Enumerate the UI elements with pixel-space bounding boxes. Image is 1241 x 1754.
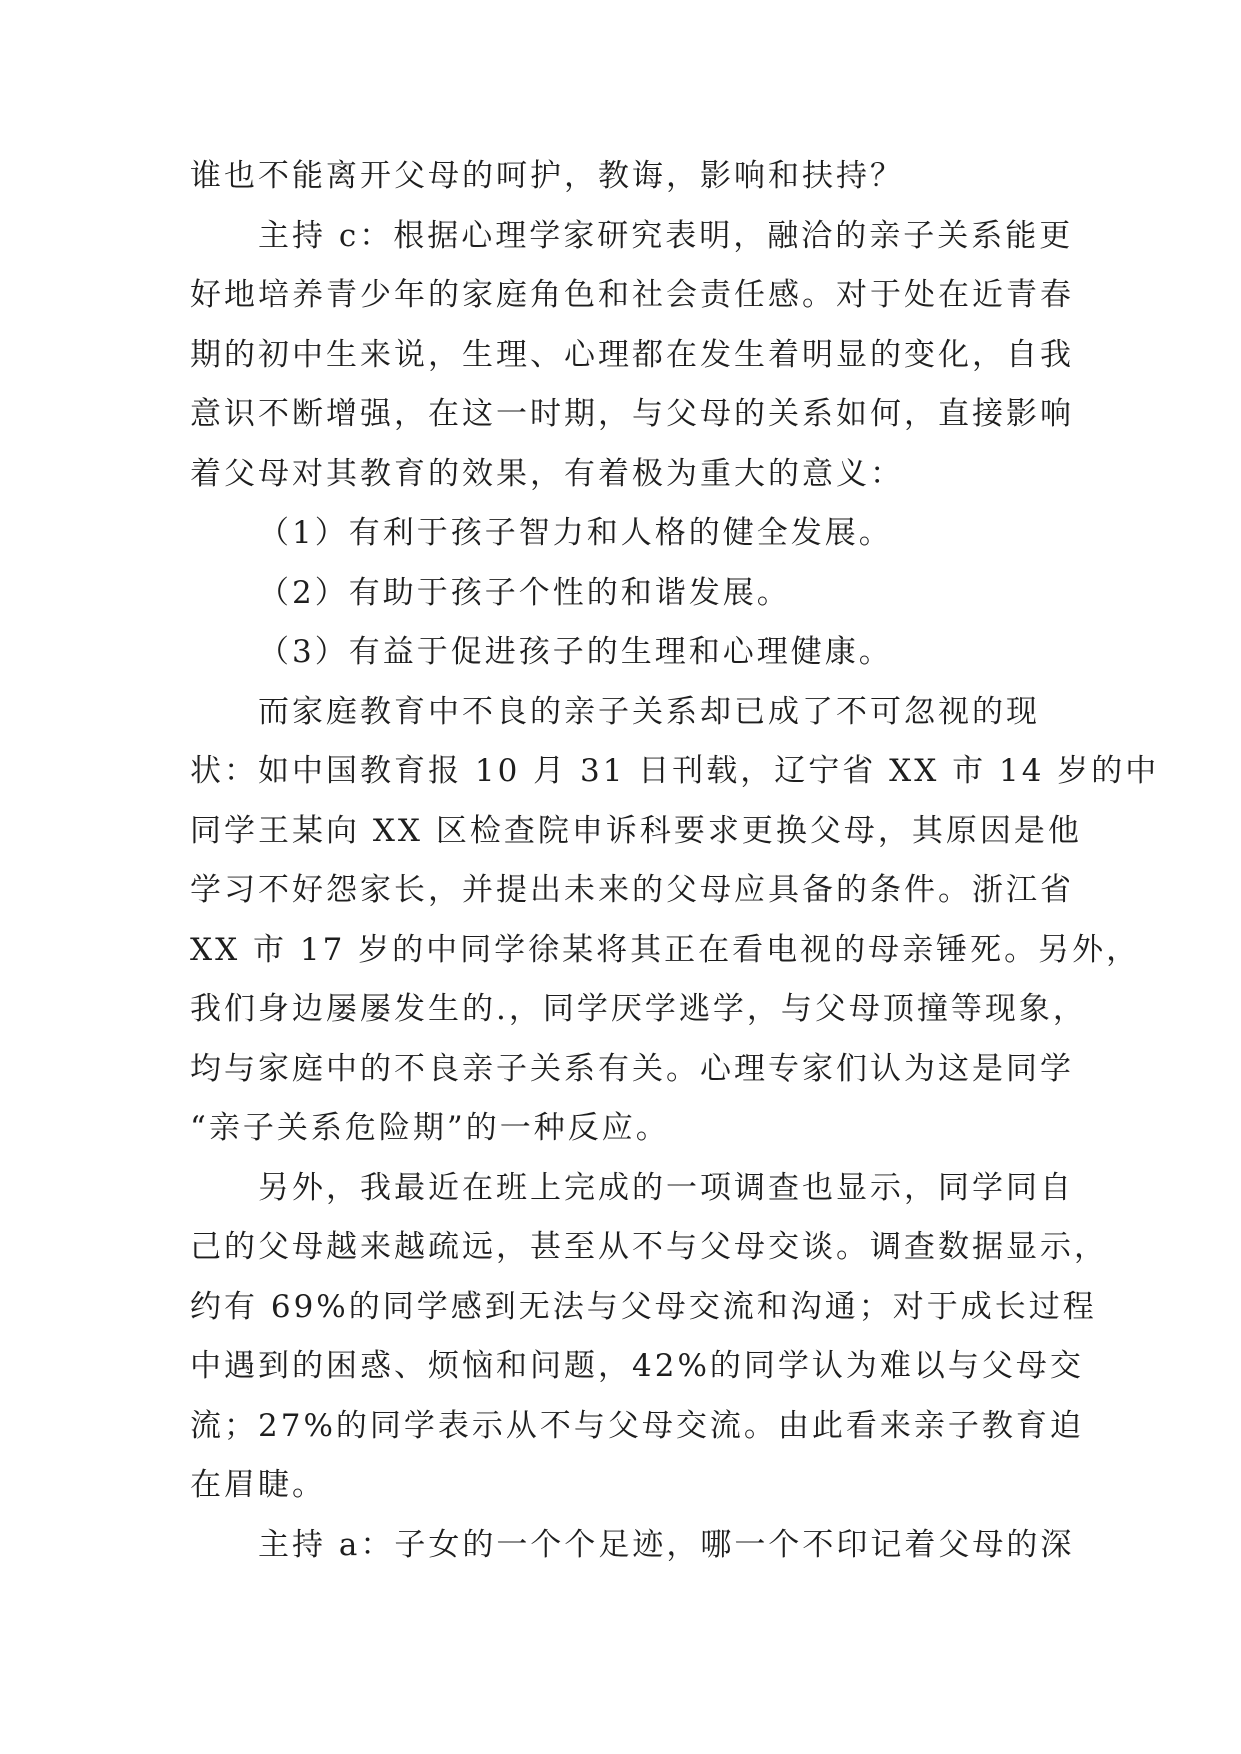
text-line: 着父母对其教育的效果，有着极为重大的意义：: [190, 455, 904, 492]
text-line: 学习不好怨家长，并提出未来的父母应具备的条件。浙江省: [190, 872, 1074, 908]
text-line: 中遇到的困惑、烦恼和问题，42%的同学认为难以与父母交: [190, 1348, 1084, 1384]
text-line: 另外，我最近在班上完成的一项调查也显示，同学同自: [258, 1169, 1074, 1206]
text-line: XX 市 17 岁的中同学徐某将其正在看电视的母亲锤死。另外，: [190, 931, 1141, 968]
text-line: 期的初中生来说，生理、心理都在发生着明显的变化，自我: [190, 336, 1074, 373]
text-line: 流；27%的同学表示从不与父母交流。由此看来亲子教育迫: [190, 1407, 1084, 1444]
text-line: 我们身边屡屡发生的.，同学厌学逃学，与父母顶撞等现象，: [190, 991, 1087, 1027]
text-line: “亲子关系危险期”的一种反应。: [190, 1110, 670, 1146]
list-item: （2）有助于孩子个性的和谐发展。: [258, 574, 791, 611]
document-body: [190, 147, 1160, 1575]
list-item: （3）有益于促进孩子的生理和心理健康。: [258, 634, 893, 670]
text-line: 谁也不能离开父母的呵护，教诲，影响和扶持？: [190, 158, 904, 194]
text-line: 主持 c：根据心理学家研究表明，融洽的亲子关系能更: [258, 217, 1074, 254]
text-line: 己的父母越来越疏远，甚至从不与父母交谈。调查数据显示，: [190, 1229, 1108, 1265]
text-line: 同学王某向 XX 区检查院申诉科要求更换父母，其原因是他: [190, 812, 1082, 849]
text-line: 在眉睫。: [190, 1467, 326, 1503]
text-line: 状：如中国教育报 10 月 31 日刊载，辽宁省 XX 市 14 岁的中: [190, 753, 1160, 789]
text-line: 好地培养青少年的家庭角色和社会责任感。对于处在近青春: [190, 277, 1074, 313]
list-item: （1）有利于孩子智力和人格的健全发展。: [258, 515, 893, 551]
text-line: 而家庭教育中不良的亲子关系却已成了不可忽视的现: [258, 693, 1040, 730]
text-line: 均与家庭中的不良亲子关系有关。心理专家们认为这是同学: [190, 1050, 1074, 1087]
text-line: 约有 69%的同学感到无法与父母交流和沟通；对于成长过程: [190, 1288, 1097, 1325]
text-line: 主持 a：子女的一个个足迹，哪一个不印记着父母的深: [258, 1526, 1075, 1563]
text-line: 意识不断增强，在这一时期，与父母的关系如何，直接影响: [190, 396, 1074, 432]
